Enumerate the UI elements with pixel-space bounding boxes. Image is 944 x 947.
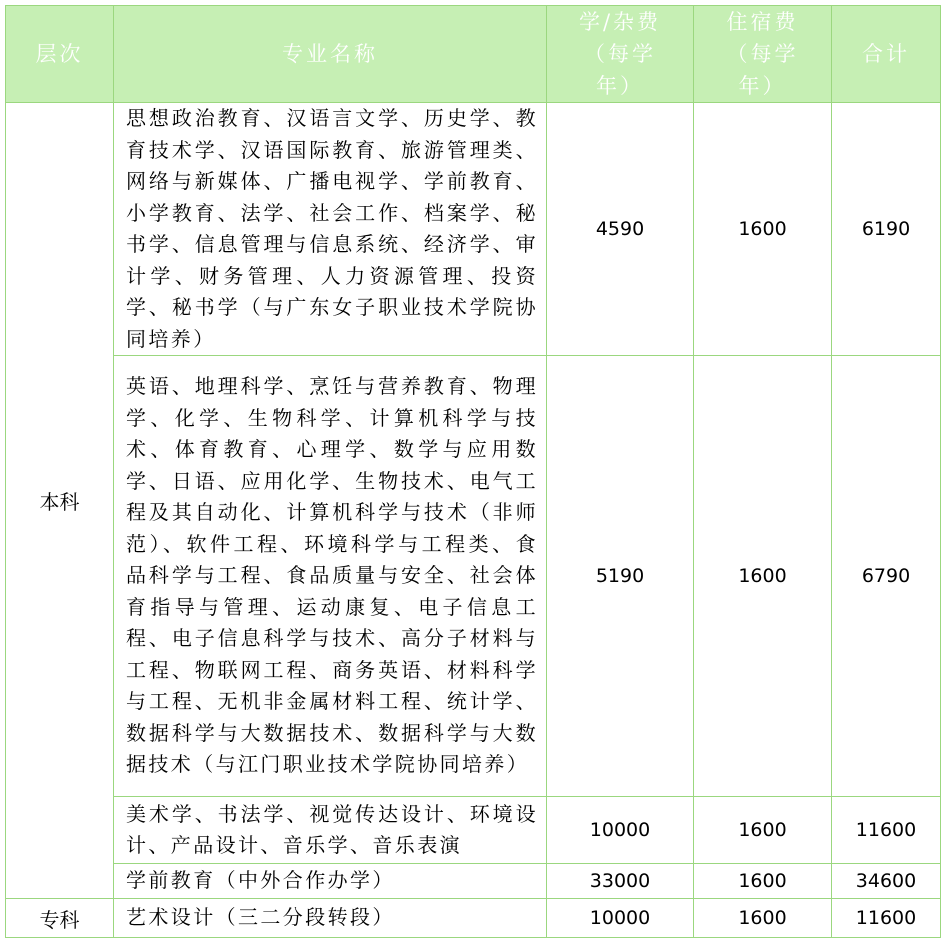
total-cell: 11600 xyxy=(832,797,941,864)
table-row xyxy=(6,899,941,938)
level-cell: 本科 xyxy=(6,103,114,899)
header-dorm: 住宿费（每学年） xyxy=(694,6,832,103)
dorm-cell: 1600 xyxy=(694,356,832,797)
level-cell: 专科 xyxy=(6,899,114,938)
tuition-cell: 5190 xyxy=(547,356,694,797)
major-cell: 思想政治教育、汉语言文学、历史学、教育技术学、汉语国际教育、旅游管理类、网络与新媒体、广播电视学、学前教育、小学教育、法学、社会工作、档案学、秘书学、信息管理与信息系统、经济学、审计学、财务管理、人力资源管理、投资学、秘书学（与广东女子职业技术学院协同培养） xyxy=(114,103,547,356)
major-cell: 学前教育（中外合作办学） xyxy=(114,864,547,899)
dorm-cell: 1600 xyxy=(694,103,832,356)
dorm-cell: 1600 xyxy=(694,899,832,938)
header-row xyxy=(6,6,941,103)
header-level: 层次 xyxy=(6,6,114,103)
table-row xyxy=(6,864,941,899)
tuition-cell: 33000 xyxy=(547,864,694,899)
total-cell: 6790 xyxy=(832,356,941,797)
header-total: 合计 xyxy=(832,6,941,103)
dorm-cell: 1600 xyxy=(694,797,832,864)
tuition-cell: 10000 xyxy=(547,797,694,864)
tuition-cell: 10000 xyxy=(547,899,694,938)
major-cell: 英语、地理科学、烹饪与营养教育、物理学、化学、生物科学、计算机科学与技术、体育教育、心理学、数学与应用数学、日语、应用化学、生物技术、电气工程及其自动化、计算机科学与技术（非师范）、软件工程、环境科学与工程类、食品科学与工程、食品质量与安全、社会体育指导与管理、运动康复、电子信息工程、电子信息科学与技术、高分子材料与工程、物联网工程、商务英语、材料科学与工程、无机非金属材料工程、统计学、数据科学与大数据技术、数据科学与大数据技术（与江门职业技术学院协同培养） xyxy=(114,356,547,797)
total-cell: 11600 xyxy=(832,899,941,938)
total-cell: 6190 xyxy=(832,103,941,356)
fee-table xyxy=(5,5,941,938)
total-cell: 34600 xyxy=(832,864,941,899)
major-cell: 艺术设计（三二分段转段） xyxy=(114,899,547,938)
major-cell: 美术学、书法学、视觉传达设计、环境设计、产品设计、音乐学、音乐表演 xyxy=(114,797,547,864)
table-row xyxy=(6,356,941,797)
table-row xyxy=(6,103,941,356)
table-row xyxy=(6,797,941,864)
tuition-cell: 4590 xyxy=(547,103,694,356)
header-tuition: 学/杂费（每学年） xyxy=(547,6,694,103)
dorm-cell: 1600 xyxy=(694,864,832,899)
header-major: 专业名称 xyxy=(114,6,547,103)
